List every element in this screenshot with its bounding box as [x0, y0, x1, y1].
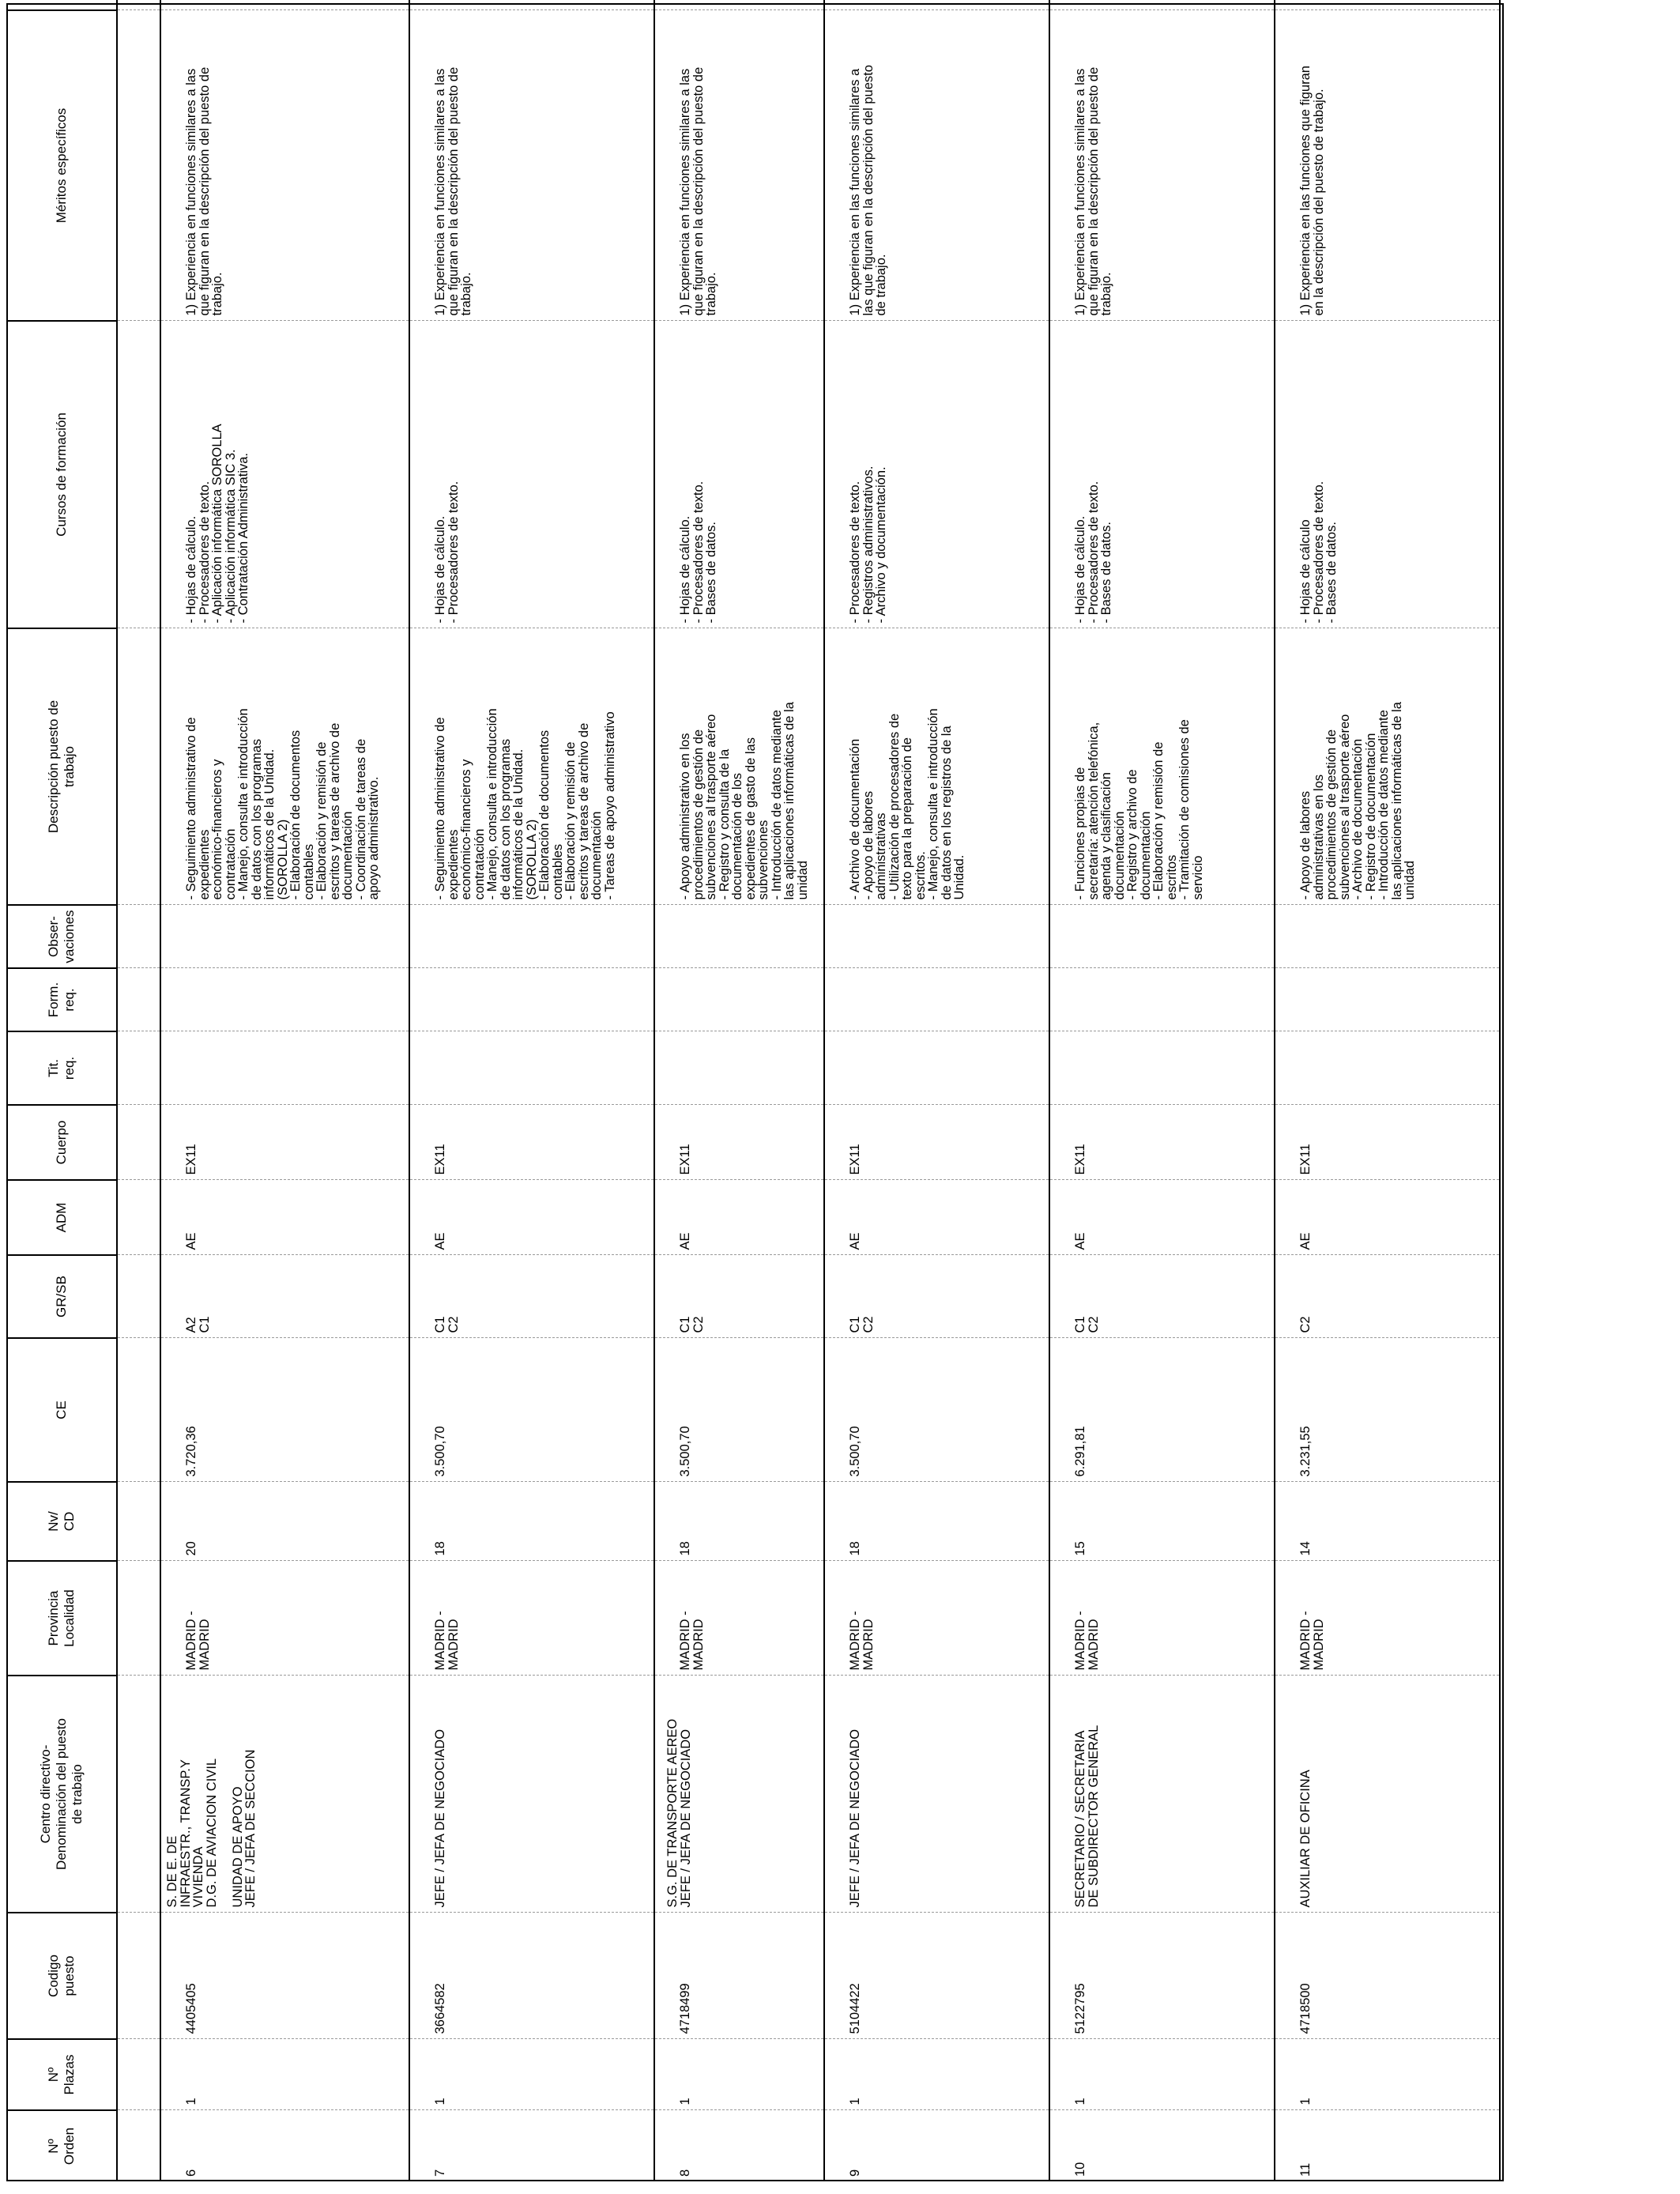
cell-nivel: 18 — [654, 1482, 824, 1561]
cell-grupo: C1 C2 — [1049, 1255, 1275, 1338]
cell-cuerpo: EX11 — [409, 1105, 654, 1180]
cell-cursos: - Hojas de cálculo. - Procesadores de texto. — [409, 321, 654, 628]
cell-descripcion: - Apoyo de labores administrativas en los procedimientos de gestión de subvenciones al trasporte aéreo - Archivo de documentación - Registro de documentación - Introducción de datos mediante las aplicaciones informáticas de la unidad — [1275, 628, 1500, 905]
cell-plazas: 1 — [160, 2039, 409, 2110]
cell-cursos: - Hojas de cálculo. - Procesadores de texto. - Bases de datos. — [654, 321, 824, 628]
header-codigo: Codigo puesto — [6, 1913, 117, 2039]
cell-ce: 3.500,70 — [824, 1338, 1049, 1482]
cell-provincia: MADRID - MADRID — [1275, 1561, 1500, 1676]
cell-nivel: 14 — [1275, 1482, 1500, 1561]
cell-observaciones — [1275, 905, 1500, 968]
cell-provincia: MADRID - MADRID — [409, 1561, 654, 1676]
cell-descripcion: - Seguimiento administrativo de expedientes económico-financieros y contratación - Manejo, consulta e introducción de datos con los programas informáticos de la Unidad. (SOROLLA 2) - Elaboración de documentos contables - Elaboración y remisión de escritos y tareas de archivo de documentación - Coordinación de tareas de apoyo administrativo. — [160, 628, 409, 905]
table-row — [654, 0, 824, 2181]
cell-max — [1275, 0, 1500, 10]
table-row — [409, 0, 654, 2181]
job-positions-sheet — [6, 3, 1504, 2181]
cell-plazas: 1 — [1275, 2039, 1500, 2110]
cell-observaciones — [160, 905, 409, 968]
cell-codigo: 3664582 — [409, 1913, 654, 2039]
header-cuerpo: Cuerpo — [6, 1105, 117, 1180]
cell-plazas: 1 — [654, 2039, 824, 2110]
cell-titulacion — [824, 1031, 1049, 1105]
cell-meritos: 1) Experiencia en funciones similares a las que figuran en la descripción del puesto de trabajo. — [1049, 10, 1275, 321]
cell-adm: AE — [1275, 1180, 1500, 1255]
cell-meritos: 1) Experiencia en funciones similares a las que figuran en la descripción del puesto de trabajo. — [654, 10, 824, 321]
cell-meritos: 1) Experiencia en las funciones similares a las que figuran en la descripción del puesto de trabajo. — [824, 10, 1049, 321]
cell-descripcion: - Archivo de documentación - Apoyo de labores administrativas - Utilización de procesadores de texto para la preparación de escritos. - Manejo, consulta e introducción de datos en los registros de la Unidad. — [824, 628, 1049, 905]
cell-orden: 9 — [824, 2110, 1049, 2181]
spacer-row — [117, 0, 160, 2181]
cell-descripcion: - Seguimiento administrativo de expedientes económico-financieros y contratación - Manejo, consulta e introducción de datos con los programas informáticos de la Unidad. (SOROLLA 2) - Elaboración de documentos contables - Elaboración y remisión de escritos y tareas de archivo de documentación - Tareas de apoyo administrativo — [409, 628, 654, 905]
cell-titulacion — [160, 1031, 409, 1105]
header-observaciones: Obser- vaciones — [6, 905, 117, 968]
cell-nivel: 18 — [409, 1482, 654, 1561]
cell-plazas: 1 — [1049, 2039, 1275, 2110]
cell-ce: 3.500,70 — [654, 1338, 824, 1482]
cell-descripcion: - Funciones propias de secretaría: atención telefónica, agenda y clasificación documentación - Registro y archivo de documentación - Elaboración y remisión de escritos - Tramitación de comisiones de servicio — [1049, 628, 1275, 905]
cell-orden: 8 — [654, 2110, 824, 2181]
cell-formacion — [824, 968, 1049, 1031]
cell-orden: 6 — [160, 2110, 409, 2181]
cell-ce: 3.720,36 — [160, 1338, 409, 1482]
cell-ce: 3.231,55 — [1275, 1338, 1500, 1482]
cell-cuerpo: EX11 — [824, 1105, 1049, 1180]
cell-max — [654, 0, 824, 10]
cell-codigo: 4718500 — [1275, 1913, 1500, 2039]
cell-adm: AE — [160, 1180, 409, 1255]
cell-formacion — [160, 968, 409, 1031]
cell-formacion — [654, 968, 824, 1031]
cell-observaciones — [409, 905, 654, 968]
header-formacion: Form. req. — [6, 968, 117, 1031]
cell-cursos: - Procesadores de texto. - Registros administrativos. - Archivo y documentación. — [824, 321, 1049, 628]
cell-meritos: 1) Experiencia en funciones similares a las que figuran en la descripción del puesto de trabajo. — [160, 10, 409, 321]
header-orden: Nº Orden — [6, 2110, 117, 2181]
cell-ce: 6.291,81 — [1049, 1338, 1275, 1482]
header-meritos: Méritos específicos — [6, 10, 117, 321]
table-row — [1275, 0, 1500, 2181]
table-row — [1049, 0, 1275, 2181]
header-ce: CE — [6, 1338, 117, 1482]
cell-nivel: 18 — [824, 1482, 1049, 1561]
job-positions-table — [6, 0, 1501, 2181]
cell-centro: S. DE E. DE INFRAESTR., TRANSP.Y VIVIENDA D.G. DE AVIACION CIVIL UNIDAD DE APOYO JEFE / JEFA DE SECCION — [160, 1676, 409, 1913]
cell-cuerpo: EX11 — [1275, 1105, 1500, 1180]
cell-formacion — [409, 968, 654, 1031]
cell-grupo: C2 — [1275, 1255, 1500, 1338]
cell-adm: AE — [1049, 1180, 1275, 1255]
cell-codigo: 5104422 — [824, 1913, 1049, 2039]
cell-adm: AE — [409, 1180, 654, 1255]
cell-meritos: 1) Experiencia en las funciones que figuran en la descripción del puesto de trabajo. — [1275, 10, 1500, 321]
cell-orden: 10 — [1049, 2110, 1275, 2181]
cell-plazas: 1 — [824, 2039, 1049, 2110]
header-adm: ADM — [6, 1180, 117, 1255]
cell-max — [824, 0, 1049, 10]
cell-centro: S.G. DE TRANSPORTE AEREO JEFE / JEFA DE NEGOCIADO — [654, 1676, 824, 1913]
cell-cuerpo: EX11 — [1049, 1105, 1275, 1180]
cell-observaciones — [654, 905, 824, 968]
cell-nivel: 20 — [160, 1482, 409, 1561]
cell-max — [1049, 0, 1275, 10]
cell-nivel: 15 — [1049, 1482, 1275, 1561]
cell-centro: JEFE / JEFA DE NEGOCIADO — [824, 1676, 1049, 1913]
cell-max — [160, 0, 409, 10]
cell-titulacion — [1049, 1031, 1275, 1105]
table-row — [824, 0, 1049, 2181]
cell-codigo: 4405405 — [160, 1913, 409, 2039]
header-descripcion: Descripción puesto de trabajo — [6, 628, 117, 905]
cell-formacion — [1275, 968, 1500, 1031]
header-row — [6, 0, 117, 2181]
cell-codigo: 5122795 — [1049, 1913, 1275, 2039]
cell-grupo: C1 C2 — [654, 1255, 824, 1338]
cell-titulacion — [1275, 1031, 1500, 1105]
cell-adm: AE — [824, 1180, 1049, 1255]
cell-grupo: C1 C2 — [409, 1255, 654, 1338]
cell-adm: AE — [654, 1180, 824, 1255]
cell-cursos: - Hojas de cálculo - Procesadores de texto. - Bases de datos. — [1275, 321, 1500, 628]
cell-ce: 3.500,70 — [409, 1338, 654, 1482]
header-centro: Centro directivo- Denominación del puesto de trabajo — [6, 1676, 117, 1913]
header-provincia: Provincia Localidad — [6, 1561, 117, 1676]
cell-titulacion — [409, 1031, 654, 1105]
cell-formacion — [1049, 968, 1275, 1031]
header-plazas: Nº Plazas — [6, 2039, 117, 2110]
cell-orden: 7 — [409, 2110, 654, 2181]
cell-max — [409, 0, 654, 10]
cell-cuerpo: EX11 — [654, 1105, 824, 1180]
cell-grupo: A2 C1 — [160, 1255, 409, 1338]
cell-centro: SECRETARIO / SECRETARIA DE SUBDIRECTOR GENERAL — [1049, 1676, 1275, 1913]
cell-centro: AUXILIAR DE OFICINA — [1275, 1676, 1500, 1913]
cell-cuerpo: EX11 — [160, 1105, 409, 1180]
header-titulacion: Tit. req. — [6, 1031, 117, 1105]
header-grupo: GR/SB — [6, 1255, 117, 1338]
cell-titulacion — [654, 1031, 824, 1105]
cell-cursos: - Hojas de cálculo. - Procesadores de texto. - Aplicación informática SOROLLA - Aplicación informática SIC 3. - Contratación Administrativa. — [160, 321, 409, 628]
cell-provincia: MADRID - MADRID — [160, 1561, 409, 1676]
cell-meritos: 1) Experiencia en funciones similares a las que figuran en la descripción del puesto de trabajo. — [409, 10, 654, 321]
header-max — [6, 0, 117, 10]
cell-provincia: MADRID - MADRID — [654, 1561, 824, 1676]
cell-observaciones — [824, 905, 1049, 968]
cell-cursos: - Hojas de cálculo. - Procesadores de texto. - Bases de datos. — [1049, 321, 1275, 628]
header-cursos: Cursos de formación — [6, 321, 117, 628]
cell-codigo: 4718499 — [654, 1913, 824, 2039]
cell-provincia: MADRID - MADRID — [824, 1561, 1049, 1676]
header-nivel: Nv/ CD — [6, 1482, 117, 1561]
cell-descripcion: - Apoyo administrativo en los procedimientos de gestión de subvenciones al trasporte aéreo - Registro y consulta de la documentación de los expedientes de gasto de las subvenciones - Introducción de datos mediante las aplicaciones informáticas de la unidad — [654, 628, 824, 905]
cell-grupo: C1 C2 — [824, 1255, 1049, 1338]
table-row — [160, 0, 409, 2181]
cell-plazas: 1 — [409, 2039, 654, 2110]
cell-centro: JEFE / JEFA DE NEGOCIADO — [409, 1676, 654, 1913]
cell-provincia: MADRID - MADRID — [1049, 1561, 1275, 1676]
cell-orden: 11 — [1275, 2110, 1500, 2181]
cell-observaciones — [1049, 905, 1275, 968]
